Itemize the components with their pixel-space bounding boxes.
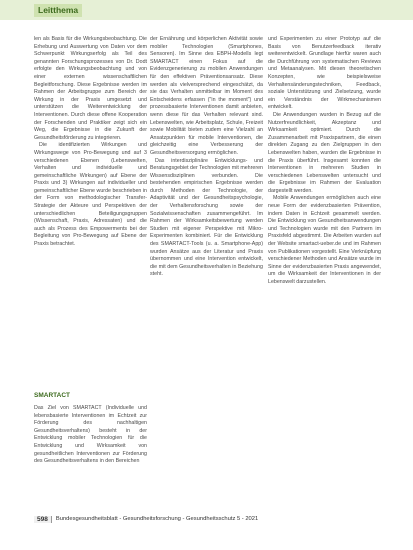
column-2 — [150, 36, 263, 491]
page-footer — [34, 513, 258, 525]
column-1 — [34, 36, 147, 388]
paragraph: Mobile Anwendungen ermöglichen auch eine neue Form der evidenzbasierten Prävention, indem Daten in Echtzeit gesammelt werden. Die Entwicklung von Gesundheitsanwendungen und Technologien wurde mit den Partnern im Praxisfeld abgestimmt. Die Arbeiten wurden auf der Website smartact-ueber.de und im Rahmen von Publikationen vorgestellt. Eine Verknüpfung verschiedener Methoden und Ansätze wurde im Sinne der evidenzbasierten Praxis angewendet, um die Wirksamkeit der Interventionen in der Lebenswelt darzustellen. — [268, 195, 381, 285]
page-number: 598 — [34, 516, 52, 523]
journal-title: Bundesgesundheitsblatt - Gesundheitsforschung - Gesundheitsschutz 5 - 2021 — [55, 516, 259, 522]
section-heading: SMARTACT — [34, 392, 70, 399]
paragraph: Das Ziel von SMARTACT (Individuelle und lebensbasierte Interventionen im Echtzeit zur Förderung des nachhaltigen Gesundheitsverhaltens) besteht in der Entwicklung mobiler Technologien für die Entwicklung und Wirksamkeit von gesundheitlichen Interventionen zur Förderung des Gesundheitsverhaltens in den Bereichen — [34, 405, 147, 465]
column-3 — [268, 36, 381, 491]
paragraph: len als Basis für die Wirkungsbeobachtung. Die Erhebung und Auswertung von Daten vor dem Schwerpunkt Wirkungserfolg als Teil des genannten Forschungsprozesses von Dr. Dodt erfolgte den Wirkungsbeobachtung und von einer externen wissenschaftlichen Begleitforschung. Diese Ergebnisse werden im Rahmen der Arbeitsgruppe zum Bereich der Wirkung in der Praxis umgesetzt und unterstützen die Weiterentwicklung der Interventionen. Durch diese offene Kooperation der Forschenden und Praktiker zeigt sich ein Weg, die Ergebnisse in die Zukunft der Gesundheitsförderung zu integrieren. — [34, 36, 147, 141]
paragraph: Die Anwendungen wurden in Bezug auf die Nutzerfreundlichkeit, Akzeptanz und Wirksamkeit optimiert. Durch die Zusammenarbeit mit Praxispartnern, die einen direkten Zugang zu den Zielgruppen in den Lebenswelten haben, wurden die Ergebnisse in die Praxis überführt. Insgesamt konnten die Interventionen in mehreren Studien in verschiedenen Lebenswelten untersucht und die Ergebnisse im Rahmen der Evaluation dargestellt werden. — [268, 111, 381, 194]
paragraph: Die identifizierten Wirkungen und Wirkungswege von Pro-Bewegung und auf 3 verschiedenen Ebenen (Lebenswelten, Verhalten und individuelle und gemeinschaftliche Wirkungen) auf Ebene der Praxis und 3) Wirkungen auf individueller und gemeinschaftlicher Ebene wurde beschrieben in der Form von methodologischer Transfer-Strategie der Akteure und Perspektiven der unterschiedlichen Beteiligungsgruppen (Wissenschaft, Praxis, Adressaten) und die auch als Prozess des Empowerments bei der Begleitung von Pro-Bewegung auf Ebene der Praxis betrachtet. — [34, 142, 147, 248]
paragraph: der Ernährung und körperlichen Aktivität sowie mobiler Technologien (Smartphones, Sensoren). Im Sinne des EBPH-Modells legt SMARTACT einen Fokus auf die Evidenzgenerierung zu mobilen Anwendungen für den effektiven Präventionsansatz. Diese werden als vielversprechend eingeschätzt, da sie das Verhalten unmittelbar im Moment des Entscheidens erfassen ("in the moment") und prozessbasierte Interventionen damit anbieten, wenn diese für das Verhalten relevant sind. Lebenswelten, wie Arbeitsplatz, Schule, Freizeit sowie Mobilität bieten zudem eine Vielzahl an Ansatzpunkten für mobile Interventionen, die gleichzeitig eine Verbesserung der Gesundheitsversorgung ermöglichen. — [150, 36, 263, 156]
paragraph: Das interdisziplinäre Entwicklungs- und Beratungsgebiet der Technologien mit mehreren Wissensdisziplinen verbunden. Die bestehenden empirischen Ergebnisse werden durch Methoden der Technologie, der Adaptivität und der Gesundheitspsychologie, der Verhaltensforschung sowie der Sozialwissenschaften zusammengeführt. Im Rahmen der Wirksamkeitsbewertung werden Studien mit eigener Perspektive mit Mikro-Experimenten kombiniert. Für die Entwicklung des SMARTACT-Tools (u. a. Smartphone-App) wurden Ansätze aus der Literatur und Praxis übernommen und eine Intervention entwickelt, die mit dem Gesundheitsverhalten in Beziehung steht. — [150, 157, 263, 278]
header-bar — [0, 0, 413, 20]
section-tag: Leitthema — [34, 4, 82, 17]
paragraph: und Experimenten zu einer Prototyp auf die Basis von Benutzerfeedback iterativ weiterentwickelt. Grundlage hierfür waren auch die Durchführung von systematischen Reviews und Metaanalysen. Mit diesen theoretischen Konzepten, wie beispielsweise Verhaltensänderungstechniken, Feedback, soziale Unterstützung und Zielsetzung, wurde ein Verständnis der Wirkmechanismen entwickelt. — [268, 36, 381, 111]
column-1-bottom — [34, 405, 147, 493]
